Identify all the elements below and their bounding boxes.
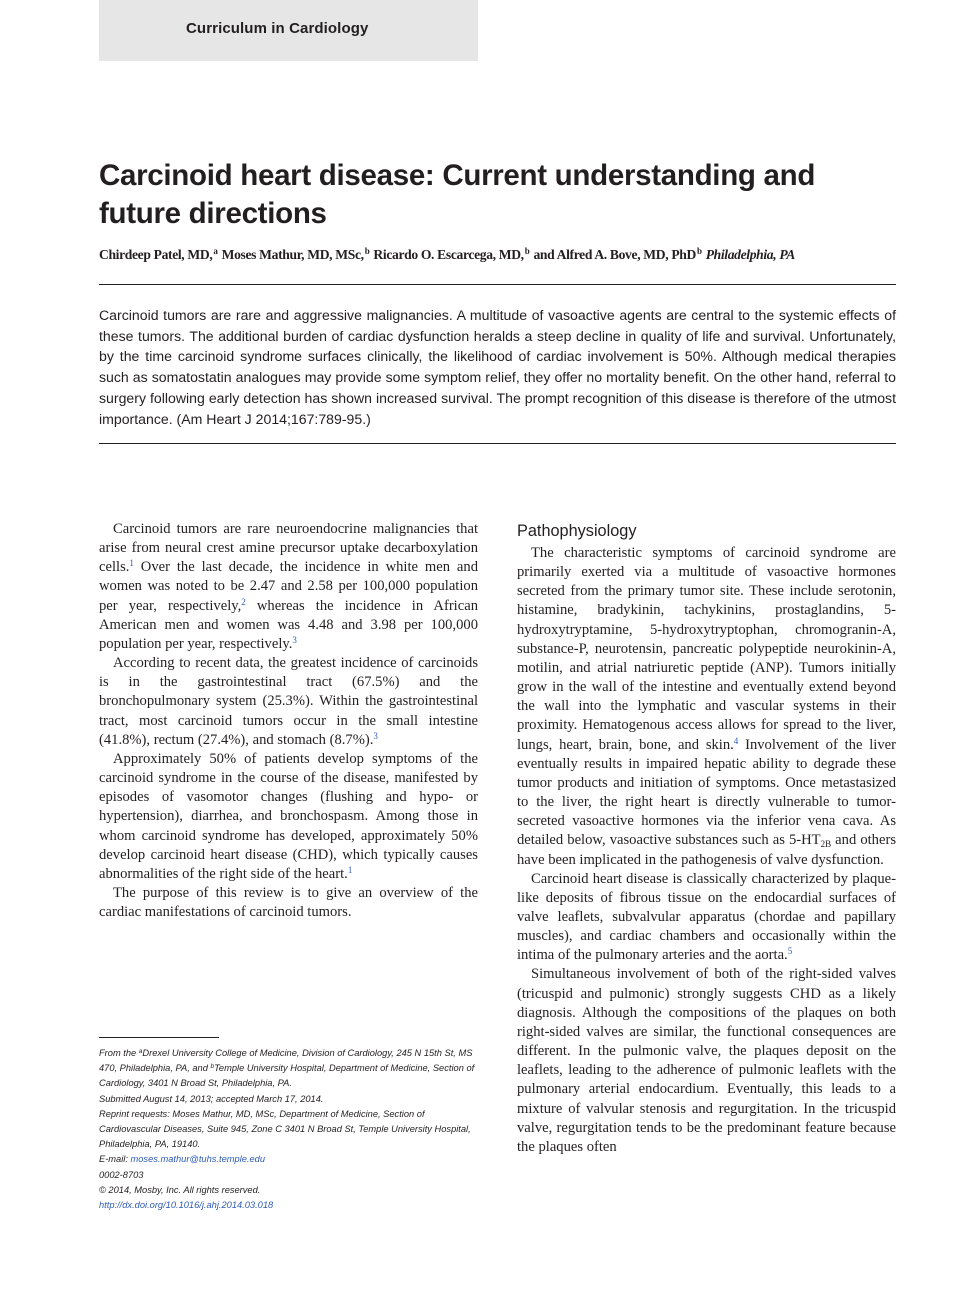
footnote-email: E-mail: moses.mathur@tuhs.temple.edu bbox=[99, 1154, 266, 1165]
section-heading: Pathophysiology bbox=[517, 522, 637, 540]
body-paragraph: The purpose of this review is to give an overview of the cardiac manifestations of carcinoid tumors. bbox=[99, 884, 478, 921]
affiliation-mark: b bbox=[696, 246, 702, 256]
left-column bbox=[99, 520, 478, 922]
divider-top bbox=[99, 284, 896, 285]
citation-link[interactable]: 1 bbox=[129, 558, 134, 569]
footnotes bbox=[99, 1046, 478, 1213]
author-name: Moses Mathur, MD, MSc, bbox=[221, 247, 364, 262]
citation-link[interactable]: 2 bbox=[241, 596, 246, 607]
article-title: Carcinoid heart disease: Current understanding and future directions bbox=[99, 159, 816, 230]
author-name: and Alfred A. Bove, MD, PhD bbox=[533, 247, 696, 262]
author-name: Chirdeep Patel, MD, bbox=[99, 247, 213, 262]
affiliation-mark: b bbox=[364, 246, 370, 256]
footnote-reprint: Reprint requests: Moses Mathur, MD, MSc, Department of Medicine, Section of Cardiovascular Diseases, Suite 945, Zone C 3401 N Broad St, Temple University Hospital, Philadelphia, PA, 19140. bbox=[99, 1108, 471, 1150]
footnote-affiliations: From the $^a$Drexel University College of Medicine, Division of Cardiology, 245 N 15th St, MS 470, Philadelphia, PA, and $^b$Temple University Hospital, Department of Medicine, Section of Cardiology, 3401 N Broad St, Philadelphia, PA. bbox=[99, 1048, 475, 1089]
footnote-divider bbox=[99, 1037, 219, 1038]
author-name: Ricardo O. Escarcega, MD, bbox=[373, 247, 524, 262]
email-link[interactable]: moses.mathur@tuhs.temple.edu bbox=[130, 1154, 266, 1165]
abstract: Carcinoid tumors are rare and aggressive malignancies. A multitude of vasoactive agents are central to the systemic effects of these tumors. The additional burden of cardiac dysfunction heralds a steep decline in quality of life and survival. Unfortunately, by the time carcinoid syndrome surfaces clinically, the likelihood of cardiac involvement is 50%. Although medical therapies such as somatostatin analogues may provide some symptom relief, they offer no mortality benefit. On the other hand, referral to surgery following early detection has shown increased survival. The prompt recognition of this disease is therefore of the utmost importance. (Am Heart J 2014;167:789-95.) bbox=[99, 307, 896, 427]
body-paragraph: Carcinoid tumors are rare neuroendocrine malignancies that arise from neural crest amine precursor uptake decarboxylation cells.$^1$ Over the last decade, the incidence in white men and women was noted to be 2.47 and 2.58 per 100,000 population per year, respectively,$^2$ whereas the incidence in African American men and women was 4.48 and 3.98 per 100,000 population per year, respectively.$^3$ bbox=[99, 521, 478, 652]
author-location: Philadelphia, PA bbox=[705, 247, 795, 262]
citation-link[interactable]: 5 bbox=[787, 946, 793, 957]
citation-link[interactable]: 4 bbox=[733, 735, 739, 746]
section-label: Curriculum in Cardiology bbox=[186, 20, 369, 37]
doi-link[interactable]: http://dx.doi.org/10.1016/j.ahj.2014.03.018 bbox=[99, 1200, 274, 1211]
subscript: 2B bbox=[820, 839, 832, 850]
citation-link[interactable]: 3 bbox=[292, 634, 297, 645]
affiliation-mark: a bbox=[213, 246, 218, 256]
footnote-issn: 0002-8703 bbox=[99, 1169, 144, 1180]
citation-link[interactable]: 3 bbox=[373, 730, 378, 741]
right-column bbox=[517, 521, 896, 1157]
divider-bottom bbox=[99, 443, 896, 444]
footnote-copyright: © 2014, Mosby, Inc. All rights reserved. bbox=[99, 1184, 261, 1195]
author-list bbox=[99, 241, 899, 265]
body-paragraph: Carcinoid heart disease is classically characterized by plaque-like deposits of fibrous tissue on the endocardial surfaces of valve leaflets, subvalvular apparatus (chordae and papillary muscles), and cardiac chambers and occasionally within the intima of the pulmonary arteries and the aorta.$^5$ bbox=[517, 870, 896, 964]
body-paragraph: Approximately 50% of patients develop symptoms of the carcinoid syndrome in the course of the disease, manifested by episodes of vasomotor changes (flushing and hypo- or hypertension), diarrhea, and bronchospasm. Among those in whom carcinoid syndrome has developed, approximately 50% develop carcinoid heart disease (CHD), which typically causes abnormalities of the right side of the heart.$^1$ bbox=[99, 750, 478, 882]
body-paragraph: Simultaneous involvement of both of the right-sided valves (tricuspid and pulmonic) strongly suggests CHD as a likely diagnosis. Although the compositions of the plaques on both right-sided valves are similar, the functional consequences are different. In the pulmonic valve, the plaques deposit on the leaflets, leading to the adherence of pulmonic leaflets with the pulmonary arterial endocardium. Eventually, this leads to a mixture of valvular stenosis and regurgitation. In the tricuspid valve, regurgitation tends to be the predominant feature because the plaques often bbox=[517, 966, 896, 1155]
affiliation-mark: b bbox=[524, 246, 530, 256]
citation-link[interactable]: 1 bbox=[347, 864, 353, 875]
footnote-submitted: Submitted August 14, 2013; accepted March 17, 2014. bbox=[99, 1093, 324, 1104]
section-header-tab bbox=[99, 0, 478, 61]
body-paragraph: The characteristic symptoms of carcinoid syndrome are primarily exerted via a multitude of vasoactive hormones secreted from the primary tumor site. These include serotonin, histamine, bradykinin, tachykinins, prostaglandins, 5-hydroxytryptamine, 5-hydroxytryptophan, chromogranin-A, substance-P, neurotensin, pancreatic polypeptide neurokinin-A, motilin, and atrial natriuretic peptide (ANP). Tumors initially grow in the wall of the intestine and eventually extend beyond the wall into the lymphatic and vascular systems in their proximity. Hematogenous access allows for spread to the liver, lungs, heart, brain, bone, and skin.$^4$ Involvement of the liver eventually results in impaired hepatic ability to degrade these tumor products and initiation of symptoms. Once metastasized to the liver, the right heart is directly vulnerable to tumor-secreted vasoactive hormones via the inferior vena cava. As detailed below, vasoactive substances such as $5-HT_{2B}$ and others have been implicated in the pathogenesis of valve dysfunction. bbox=[517, 545, 896, 868]
body-paragraph: According to recent data, the greatest incidence of carcinoids is in the gastrointestinal tract (67.5%) and the bronchopulmonary system (25.3%). Within the gastrointestinal tract, most carcinoid tumors occur in the small intestine (41.8%), rectum (27.4%), and stomach (8.7%).$^3$ bbox=[99, 655, 478, 748]
